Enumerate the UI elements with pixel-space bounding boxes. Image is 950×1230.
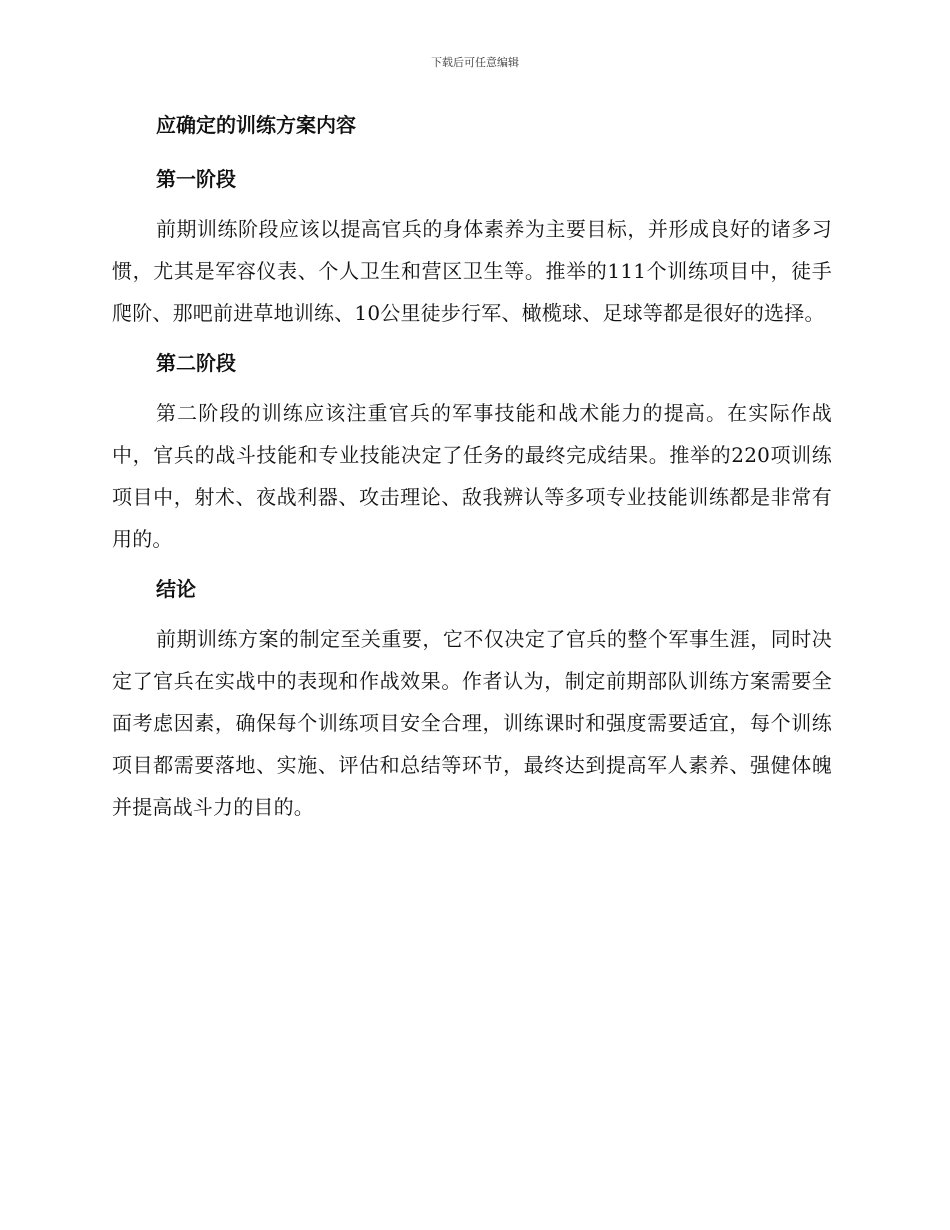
section-stage-two bbox=[112, 348, 832, 560]
page-header-note: 下载后可任意编辑 bbox=[431, 56, 519, 69]
section-heading: 结论 bbox=[156, 577, 196, 601]
section-heading: 第一阶段 bbox=[156, 167, 236, 191]
document-title: 应确定的训练方案内容 bbox=[156, 113, 356, 137]
section-heading: 第二阶段 bbox=[156, 351, 236, 375]
section-conclusion bbox=[112, 574, 832, 828]
document-body bbox=[112, 110, 832, 842]
section-paragraph: 前期训练阶段应该以提高官兵的身体素养为主要目标，并形成良好的诸多习惯，尤其是军容仪表、个人卫生和营区卫生等。推举的111个训练项目中，徒手爬阶、那吧前进草地训练、10公里徒步行军、橄榄球、足球等都是很好的选择。 bbox=[112, 217, 832, 325]
section-stage-one bbox=[112, 164, 832, 334]
section-paragraph: 第二阶段的训练应该注重官兵的军事技能和战术能力的提高。在实际作战中，官兵的战斗技能和专业技能决定了任务的最终完成结果。推举的220项训练项目中，射术、夜战利器、攻击理论、敌我辨认等多项专业技能训练都是非常有用的。 bbox=[112, 401, 832, 551]
section-paragraph: 前期训练方案的制定至关重要，它不仅决定了官兵的整个军事生涯，同时决定了官兵在实战中的表现和作战效果。作者认为，制定前期部队训练方案需要全面考虑因素，确保每个训练项目安全合理，训练课时和强度需要适宜，每个训练项目都需要落地、实施、评估和总结等环节，最终达到提高军人素养、强健体魄并提高战斗力的目的。 bbox=[112, 627, 832, 819]
